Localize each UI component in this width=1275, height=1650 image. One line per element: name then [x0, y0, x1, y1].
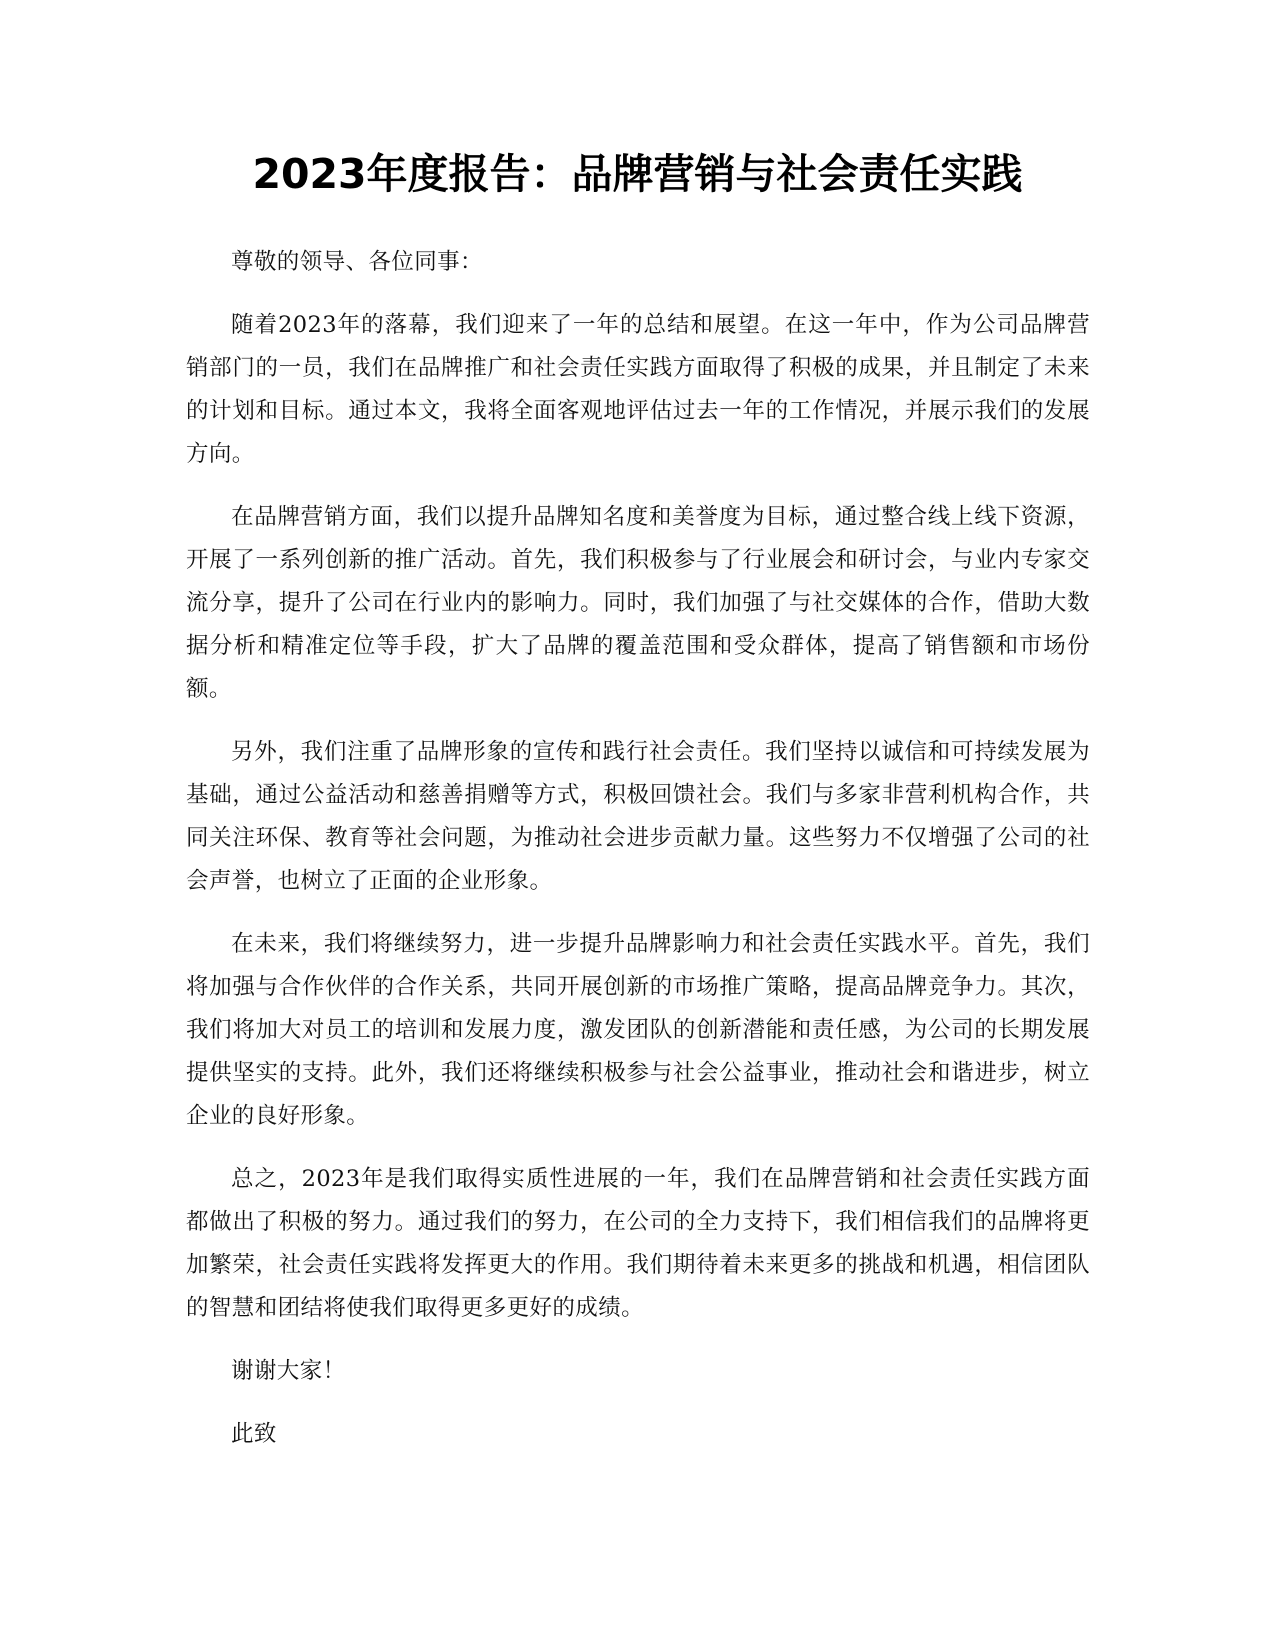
document-title: 2023年度报告：品牌营销与社会责任实践	[252, 150, 1023, 198]
paragraph-future-plans: 在未来，我们将继续努力，进一步提升品牌影响力和社会责任实践水平。首先，我们将加强与合作伙伴的合作关系，共同开展创新的市场推广策略，提高品牌竞争力。其次，我们将加大对员工的培训和发展力度，激发团队的创新潜能和责任感，为公司的长期发展提供坚实的支持。此外，我们还将继续积极参与社会公益事业，推动社会和谐进步，树立企业的良好形象。	[186, 931, 1090, 1129]
closing-line: 此致	[231, 1421, 277, 1447]
paragraph-brand-marketing: 在品牌营销方面，我们以提升品牌知名度和美誉度为目标，通过整合线上线下资源，开展了一系列创新的推广活动。首先，我们积极参与了行业展会和研讨会，与业内专家交流分享，提升了公司在行业内的影响力。同时，我们加强了与社交媒体的合作，借助大数据分析和精准定位等手段，扩大了品牌的覆盖范围和受众群体，提高了销售额和市场份额。	[186, 504, 1090, 702]
salutation: 尊敬的领导、各位同事：	[231, 249, 483, 275]
paragraph-social-responsibility: 另外，我们注重了品牌形象的宣传和践行社会责任。我们坚持以诚信和可持续发展为基础，通过公益活动和慈善捐赠等方式，积极回馈社会。我们与多家非营利机构合作，共同关注环保、教育等社会问题，为推动社会进步贡献力量。这些努力不仅增强了公司的社会声誉，也树立了正面的企业形象。	[186, 739, 1090, 894]
paragraph-intro: 随着2023年的落幕，我们迎来了一年的总结和展望。在这一年中，作为公司品牌营销部门的一员，我们在品牌推广和社会责任实践方面取得了积极的成果，并且制定了未来的计划和目标。通过本文，我将全面客观地评估过去一年的工作情况，并展示我们的发展方向。	[186, 312, 1090, 467]
paragraph-conclusion: 总之，2023年是我们取得实质性进展的一年，我们在品牌营销和社会责任实践方面都做出了积极的努力。通过我们的努力，在公司的全力支持下，我们相信我们的品牌将更加繁荣，社会责任实践将发挥更大的作用。我们期待着未来更多的挑战和机遇，相信团队的智慧和团结将使我们取得更多更好的成绩。	[186, 1166, 1090, 1321]
thanks-line: 谢谢大家！	[231, 1358, 346, 1384]
document-body	[186, 241, 1090, 1476]
